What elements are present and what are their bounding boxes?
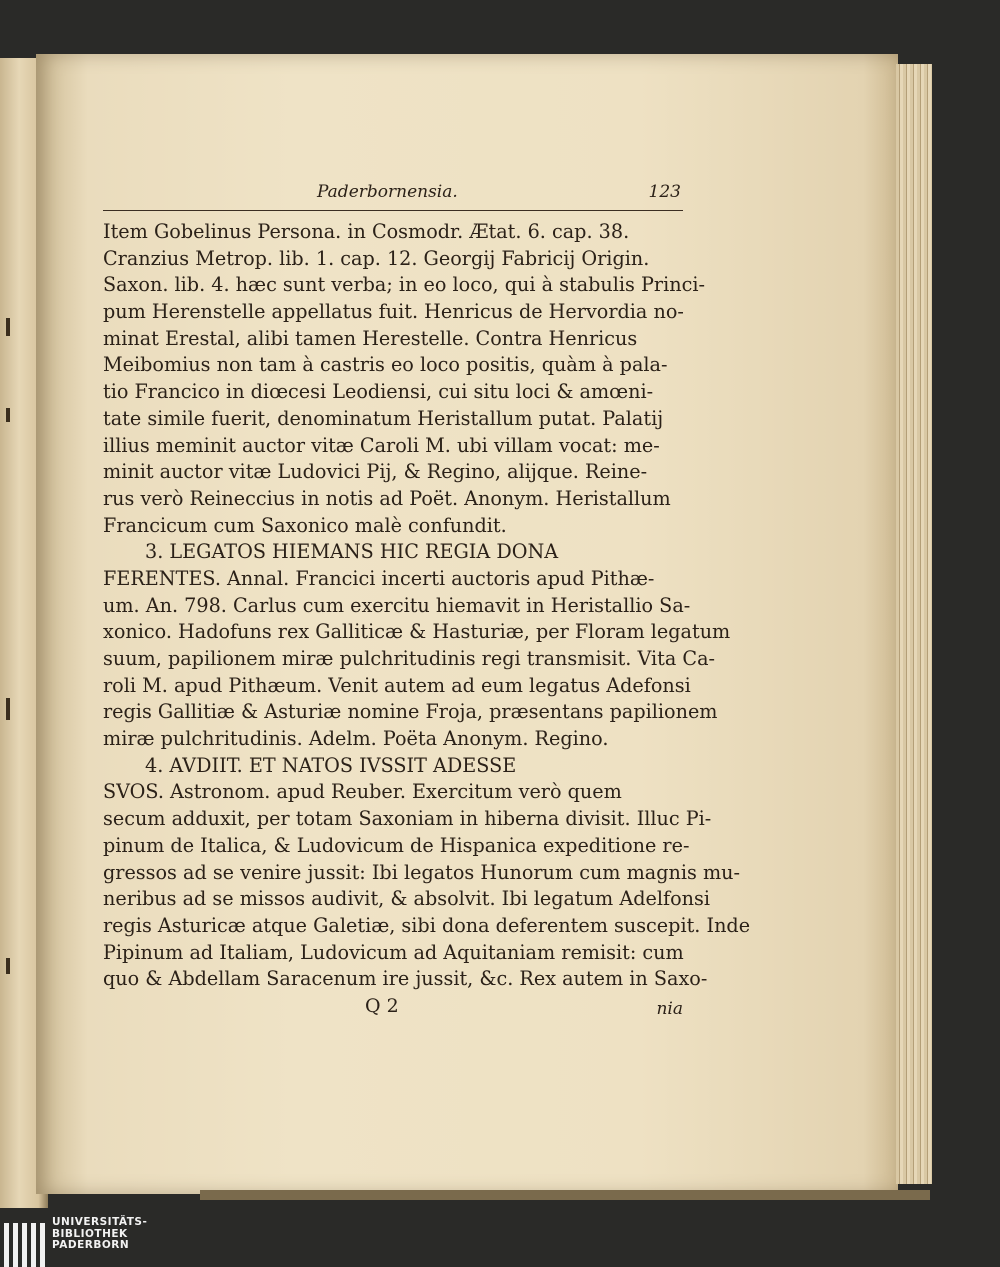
text-line: roli M. apud Pithæum. Venit autem ad eum legatus Adefonsi — [103, 673, 691, 697]
text-line: Cranzius Metrop. lib. 1. cap. 12. Georgij Fabricij Origin. — [103, 246, 650, 270]
text-line: Meibomius non tam à castris eo loco positis, quàm à pala- — [103, 353, 668, 377]
page-number: 123 — [648, 182, 681, 202]
text-line: minat Erestal, alibi tamen Herestelle. Contra Henricus — [103, 326, 638, 350]
text-line: pum Herenstelle appellatus fuit. Henricus de Hervordia no- — [103, 300, 684, 324]
logo-line-3: PADERBORN — [52, 1239, 130, 1251]
library-logo-text — [52, 1217, 147, 1252]
text-line: xonico. Hadofuns rex Galliticæ & Hasturiæ, per Floram legatum — [103, 620, 731, 644]
text-line: Saxon. lib. 4. hæc sunt verba; in eo loco, qui à stabulis Princi- — [103, 273, 705, 297]
text-line: gressos ad se venire jussit: Ibi legatos Hunorum cum magnis mu- — [103, 860, 740, 884]
logo-line-2: BIBLIOTHEK — [52, 1227, 128, 1240]
body-text — [103, 219, 751, 993]
text-line: miræ pulchritudinis. Adelm. Poëta Anonym. Regino. — [103, 727, 609, 751]
text-line: tio Francico in diœcesi Leodiensi, cui situ loci & amœni- — [103, 380, 654, 404]
text-line: regis Gallitiæ & Asturiæ nomine Froja, præsentans papilionem — [103, 700, 718, 724]
text-line: secum adduxit, per totam Saxoniam in hiberna divisit. Illuc Pi- — [103, 807, 712, 831]
text-line: neribus ad se missos audivit, & absolvit. Ibi legatum Adelfonsi — [103, 887, 710, 911]
logo-line-1: UNIVERSITÄTS- — [52, 1216, 148, 1228]
running-head: Paderbornensia. — [317, 182, 458, 202]
text-line: SVOS. Astronom. apud Reuber. Exercitum verò quem — [103, 780, 622, 804]
text-line: Item Gobelinus Persona. in Cosmodr. Ætat. 6. cap. 38. — [103, 220, 630, 243]
text-line: pinum de Italica, & Ludovicum de Hispanica expeditione re- — [103, 833, 690, 857]
text-line: minit auctor vitæ Ludovici Pij, & Regino, alijque. Reine- — [103, 460, 648, 484]
text-line: regis Asturicæ atque Galetiæ, sibi dona deferentem suscepit. Inde — [103, 913, 751, 937]
text-line: um. An. 798. Carlus cum exercitu hiemavit in Heristallio Sa- — [103, 593, 691, 617]
text-line: Pipinum ad Italiam, Ludovicum ad Aquitaniam remisit: cum — [103, 940, 684, 964]
page-text-block — [103, 180, 751, 1025]
page-footer — [103, 995, 683, 1025]
book-spread — [0, 40, 1000, 1200]
text-line: quo & Abdellam Saracenum ire jussit, &c. Rex autem in Saxo- — [103, 967, 708, 991]
text-line: 4. AVDIIT. ET NATOS IVSSIT ADESSE — [145, 753, 517, 777]
text-line: tate simile fuerit, denominatum Heristallum putat. Palatij — [103, 406, 664, 430]
text-line: rus verò Reineccius in notis ad Poët. Anonym. Heristallum — [103, 486, 671, 510]
page-header — [103, 180, 683, 211]
text-line: illius meminit auctor vitæ Caroli M. ubi villam vocat: me- — [103, 433, 660, 457]
text-line: 3. LEGATOS HIEMANS HIC REGIA DONA — [145, 540, 559, 564]
signature-mark: Q 2 — [365, 994, 399, 1017]
catchword: nia — [656, 998, 683, 1019]
page-edges — [896, 64, 932, 1184]
library-logo — [0, 1213, 260, 1267]
text-line: Francicum cum Saxonico malè confundit. — [103, 513, 507, 537]
text-line: FERENTES. Annal. Francici incerti auctoris apud Pithæ- — [103, 566, 655, 590]
book-bottom-edge — [200, 1190, 930, 1200]
text-line: suum, papilionem miræ pulchritudinis regi transmisit. Vita Ca- — [103, 647, 715, 670]
